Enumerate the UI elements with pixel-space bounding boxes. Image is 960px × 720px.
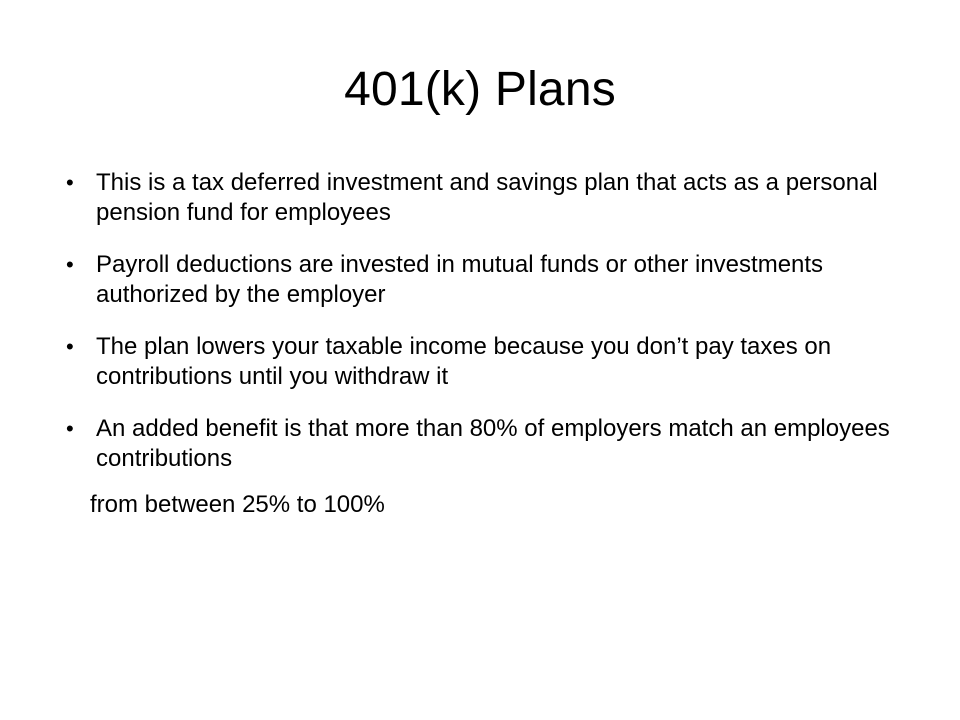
slide-title: 401(k) Plans <box>344 63 616 116</box>
bullet-item <box>66 250 896 310</box>
continuation-text: from between 25% to 100% <box>90 491 385 518</box>
bullet-dot-icon: • <box>66 416 74 441</box>
bullet-text: This is a tax deferred investment and savings plan that acts as a personal pension fund for employees <box>96 169 878 226</box>
bullet-dot-icon: • <box>66 252 74 277</box>
bullet-item <box>66 414 896 474</box>
bullet-text: An added benefit is that more than 80% of employers match an employees contributions <box>96 415 890 472</box>
bullet-dot-icon: • <box>66 334 74 359</box>
bullet-text: The plan lowers your taxable income because you don’t pay taxes on contributions until you withdraw it <box>96 333 832 390</box>
bullet-list <box>66 168 896 474</box>
bullet-item <box>66 168 896 228</box>
slide-body <box>66 168 896 520</box>
bullet-item <box>66 332 896 392</box>
bullet-dot-icon: • <box>66 170 74 195</box>
bullet-text: Payroll deductions are invested in mutual funds or other investments authorized by the employer <box>96 251 824 308</box>
